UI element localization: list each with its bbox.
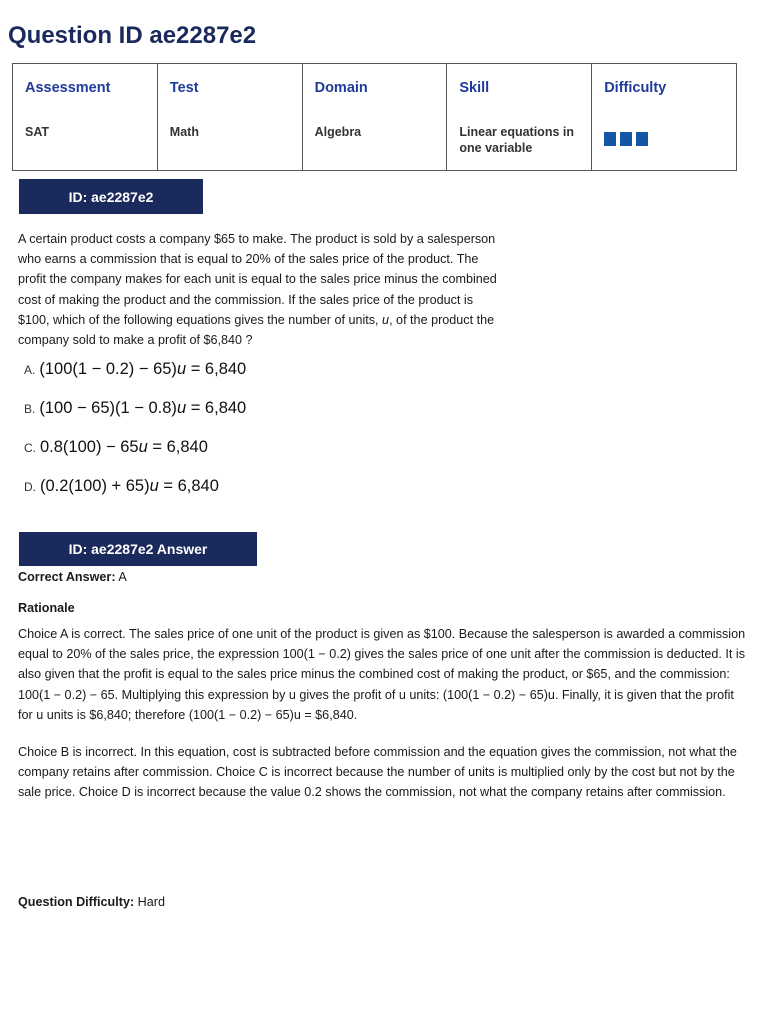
question-id-badge: ID: ae2287e2: [19, 179, 203, 214]
meta-header-domain: Domain: [314, 80, 368, 96]
question-difficulty-value: Hard: [137, 895, 165, 909]
meta-header-assessment: Assessment: [25, 80, 111, 96]
choice-letter: C.: [24, 441, 36, 455]
meta-value-assessment: SAT: [25, 125, 50, 139]
stem-text-after: , of the product the company sold to make a profit of $6,840 ?: [18, 312, 495, 348]
difficulty-bar: [604, 132, 616, 146]
meta-value-test: Math: [169, 125, 199, 139]
choice-equation: 0.8(100) − 65u = 6,840: [40, 438, 208, 456]
meta-cell-difficulty: [592, 64, 737, 171]
difficulty-bar: [636, 132, 648, 146]
choice-equation: (100(1 − 0.2) − 65)u = 6,840: [39, 360, 247, 378]
page-title: Question ID ae2287e2: [8, 22, 257, 49]
choice-a: [24, 360, 246, 379]
question-meta-table: [12, 63, 737, 171]
meta-header-test: Test: [169, 80, 199, 96]
choice-letter: D.: [24, 480, 36, 494]
rationale-paragraph-1: Choice A is correct. The sales price of one unit of the product is given as $100. Because the salesperson is awarded a commission equal to 20% of the sales price, the expression 100(1 − 0.2) gives the sales price of one unit after the commission is deducted. It is also given that the profit is equal to the sales price minus the combined cost of making the product, or $65, and the commission: 100(1 − 0.2) − 65. Multiplying this expression by u gives the profit of u units: (100(1 − 0.2) − 65)u. Finally, it is given that the profit for u units is $6,840; therefore (100(1 − 0.2) − 65)u = $6,840.: [18, 627, 746, 722]
rationale-heading: Rationale: [18, 601, 75, 615]
difficulty-bar: [620, 132, 632, 146]
rationale-paragraph-2: Choice B is incorrect. In this equation, cost is subtracted before commission and the equation gives the commission, not what the company retains after commission. Choice C is incorrect because the number of units is multiplied only by the cost but not by the sale price. Choice D is incorrect because the value 0.2 shows the commission, not what the company retains after commission.: [18, 745, 737, 800]
answer-id-badge: ID: ae2287e2 Answer: [19, 532, 257, 566]
choice-equation: (0.2(100) + 65)u = 6,840: [40, 477, 219, 495]
meta-cell-skill: [447, 64, 592, 171]
meta-header-difficulty: Difficulty: [604, 80, 667, 96]
correct-answer-label: Correct Answer:: [18, 570, 116, 584]
meta-cell-test: [157, 64, 302, 171]
choice-c: [24, 438, 208, 457]
correct-answer: [18, 570, 127, 584]
choice-letter: B.: [24, 402, 36, 416]
question-stem: [18, 229, 508, 350]
meta-header-skill: Skill: [459, 80, 490, 96]
difficulty-bars-icon: [604, 132, 724, 146]
stem-variable: u: [382, 312, 390, 327]
meta-value-domain: Algebra: [314, 125, 362, 139]
choice-b: [24, 399, 246, 418]
meta-value-skill: Linear equations in one variable: [459, 125, 574, 155]
question-difficulty-label: Question Difficulty:: [18, 895, 135, 909]
stem-text-before: A certain product costs a company $65 to make. The product is sold by a salesperson who earns a commission that is equal to 20% of the sales price of the product. The profit the company makes for each unit is equal to the sales price minus the combined cost of making the product and the commission. If the sales price of the product is $100, which of the following equations gives the number of units,: [18, 232, 497, 327]
question-difficulty: [18, 895, 165, 909]
choice-equation: (100 − 65)(1 − 0.8)u = 6,840: [39, 399, 247, 417]
choice-d: [24, 477, 219, 496]
meta-cell-assessment: [13, 64, 158, 171]
choice-letter: A.: [24, 363, 36, 377]
correct-answer-value: A: [118, 570, 127, 584]
meta-cell-domain: [302, 64, 447, 171]
